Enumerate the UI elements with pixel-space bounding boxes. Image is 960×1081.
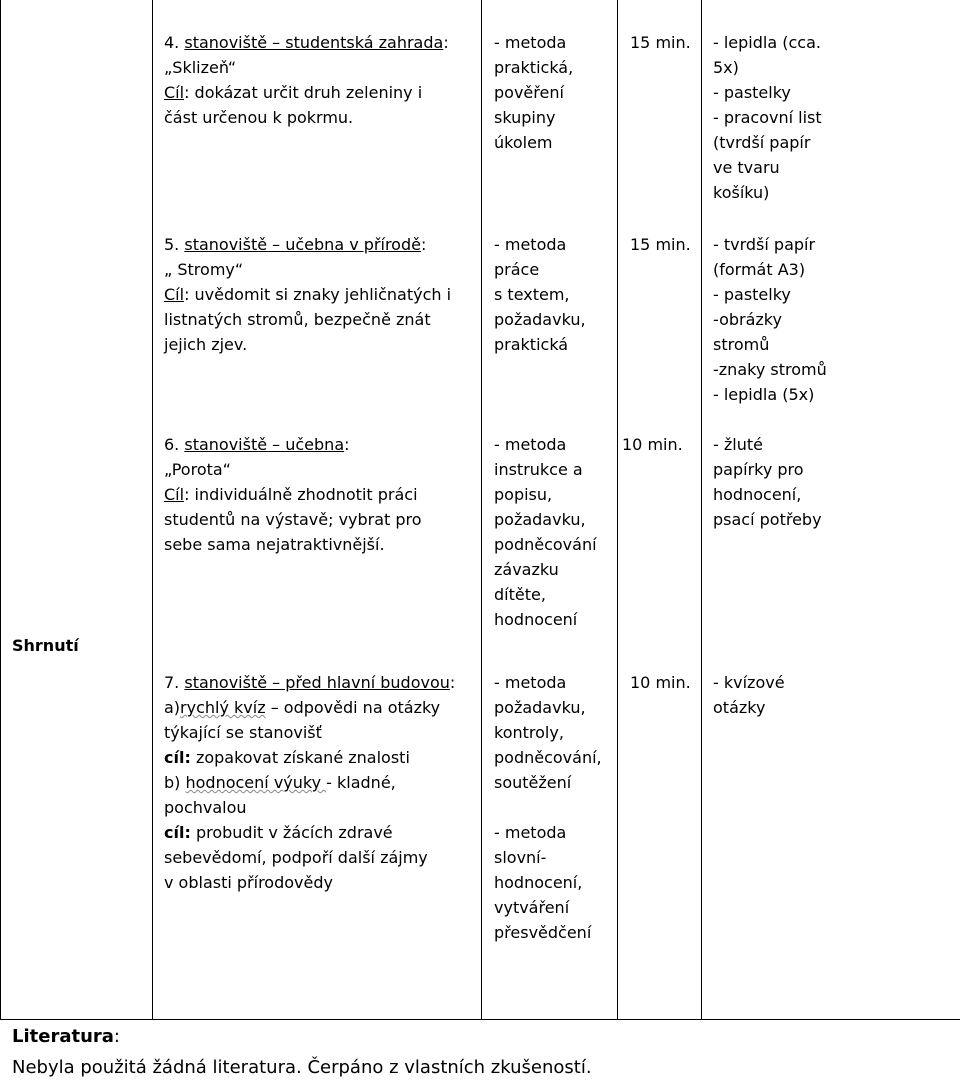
time-value: 15 min. <box>630 235 691 254</box>
time-cell-4 <box>630 30 691 55</box>
station-number: 7. <box>164 673 185 692</box>
station-number: 5. <box>164 235 185 254</box>
method-line: podněcování <box>494 535 597 554</box>
material-line: ve tvaru <box>713 158 780 177</box>
method-line: vytváření <box>494 898 570 917</box>
evaluation-label: hodnocení výuky <box>185 773 327 792</box>
goal-label: cíl: <box>164 748 191 767</box>
goal-text-cont: jejich zjev. <box>164 335 248 354</box>
quiz-text: – odpovědi na otázky <box>265 698 441 717</box>
material-line: papírky pro <box>713 460 804 479</box>
material-line: otázky <box>713 698 766 717</box>
method-line: požadavku, <box>494 310 586 329</box>
activity-cell-4 <box>164 30 449 130</box>
goal-text: probudit v žácích zdravé <box>190 823 393 842</box>
time-value: 15 min. <box>630 33 691 52</box>
method-line: praktická, <box>494 58 574 77</box>
material-line: hodnocení, <box>713 485 802 504</box>
method-line: požadavku, <box>494 698 586 717</box>
literature-label: Literatura <box>12 1026 114 1047</box>
method-line: - metoda <box>494 435 567 454</box>
goal-text: : dokázat určit druh zeleniny i <box>184 83 423 102</box>
material-line: (formát A3) <box>713 260 806 279</box>
material-line: 5x) <box>713 58 739 77</box>
goal-text-cont: listnatých stromů, bezpečně znát <box>164 310 431 329</box>
station-number: 4. <box>164 33 185 52</box>
method-line: - metoda <box>494 33 567 52</box>
materials-cell-4 <box>713 30 822 205</box>
method-cell-5 <box>494 232 586 357</box>
method-line: - metoda <box>494 673 567 692</box>
method-line: kontroly, <box>494 723 564 742</box>
title-colon: : <box>420 235 427 254</box>
list-marker: a) <box>164 698 181 717</box>
activity-cell-6 <box>164 432 422 557</box>
materials-cell-7 <box>713 670 785 720</box>
method-line: slovní- <box>494 848 547 867</box>
method-line: dítěte, <box>494 585 546 604</box>
phase-label: Shrnutí <box>12 636 79 655</box>
method-line: práce <box>494 260 540 279</box>
time-cell-5 <box>630 232 691 257</box>
method-line: soutěžení <box>494 773 572 792</box>
method-line: skupiny <box>494 108 556 127</box>
station-number: 6. <box>164 435 185 454</box>
material-line: košíku) <box>713 183 770 202</box>
method-cell-6 <box>494 432 597 632</box>
method-line: - metoda <box>494 235 567 254</box>
column-divider-2 <box>481 0 482 1020</box>
material-line: -obrázky <box>713 310 782 329</box>
station-title: stanoviště – před hlavní budovou <box>184 673 450 692</box>
literature-text: Nebyla použitá žádná literatura. Čerpáno z vlastních zkušeností. <box>12 1057 592 1078</box>
goal-label: Cíl <box>164 285 185 304</box>
method-line: pověření <box>494 83 564 102</box>
goal-label: Cíl <box>164 83 185 102</box>
station-name: „ Stromy“ <box>164 260 244 279</box>
goal-label: Cíl <box>164 485 185 504</box>
method-cell-4 <box>494 30 573 155</box>
method-line: podněcování, <box>494 748 602 767</box>
activity-cell-7 <box>164 670 455 895</box>
list-marker: b) <box>164 773 186 792</box>
materials-cell-6 <box>713 432 822 532</box>
goal-text-cont: část určenou k pokrmu. <box>164 108 354 127</box>
goal-text: : individuálně zhodnotit práci <box>184 485 418 504</box>
title-colon: : <box>344 435 350 454</box>
time-value: 10 min. <box>622 435 683 454</box>
materials-cell-5 <box>713 232 827 407</box>
method-line: závazku <box>494 560 559 579</box>
method-line <box>494 795 602 820</box>
method-line: praktická <box>494 335 569 354</box>
method-line: popisu, <box>494 485 553 504</box>
activity-line: pochvalou <box>164 798 247 817</box>
material-line: - pastelky <box>713 285 791 304</box>
column-divider-4 <box>701 0 702 1020</box>
goal-text-cont: sebe sama nejatraktivnější. <box>164 535 385 554</box>
literature-heading <box>12 1024 120 1050</box>
method-line: hodnocení, <box>494 873 583 892</box>
material-line: - pracovní list <box>713 108 822 127</box>
method-line: s textem, <box>494 285 570 304</box>
literature-colon: : <box>113 1026 120 1047</box>
material-line: (tvrdší papír <box>713 133 811 152</box>
method-line: instrukce a <box>494 460 583 479</box>
station-title: stanoviště – studentská zahrada <box>184 33 444 52</box>
station-name: „Sklizeň“ <box>164 58 237 77</box>
goal-text-cont: studentů na výstavě; vybrat pro <box>164 510 422 529</box>
goal-label: cíl: <box>164 823 191 842</box>
material-line: - kvízové <box>713 673 785 692</box>
method-line: požadavku, <box>494 510 586 529</box>
station-title: stanoviště – učebna v přírodě <box>184 235 421 254</box>
material-line: - pastelky <box>713 83 791 102</box>
time-cell-6 <box>622 432 683 457</box>
evaluation-text: - kladné, <box>326 773 396 792</box>
material-line: -znaky stromů <box>713 360 827 379</box>
column-divider-1 <box>152 0 153 1020</box>
column-divider-3 <box>617 0 618 1020</box>
method-line: přesvědčení <box>494 923 592 942</box>
material-line: - žluté <box>713 435 763 454</box>
activity-cell-5 <box>164 232 451 357</box>
method-cell-7 <box>494 670 602 945</box>
quiz-label: rychlý kvíz <box>180 698 266 717</box>
title-colon: : <box>443 33 449 52</box>
table-left-border <box>0 0 1 1020</box>
method-line: - metoda <box>494 823 567 842</box>
activity-line: sebevědomí, podpoří další zájmy <box>164 848 428 867</box>
material-line: stromů <box>713 335 770 354</box>
station-name: „Porota“ <box>164 460 231 479</box>
method-line: úkolem <box>494 133 553 152</box>
time-cell-7 <box>630 670 691 695</box>
material-line: - lepidla (cca. <box>713 33 821 52</box>
title-colon: : <box>449 673 456 692</box>
time-value: 10 min. <box>630 673 691 692</box>
method-line: hodnocení <box>494 610 578 629</box>
station-title: stanoviště – učebna <box>184 435 345 454</box>
activity-line: v oblasti přírodovědy <box>164 873 333 892</box>
activity-line: týkající se stanovišť <box>164 723 322 742</box>
material-line: - lepidla (5x) <box>713 385 815 404</box>
material-line: psací potřeby <box>713 510 822 529</box>
goal-text: : uvědomit si znaky jehličnatých i <box>184 285 452 304</box>
material-line: - tvrdší papír <box>713 235 816 254</box>
table-bottom-border <box>0 1019 960 1020</box>
goal-text: zopakovat získané znalosti <box>190 748 410 767</box>
